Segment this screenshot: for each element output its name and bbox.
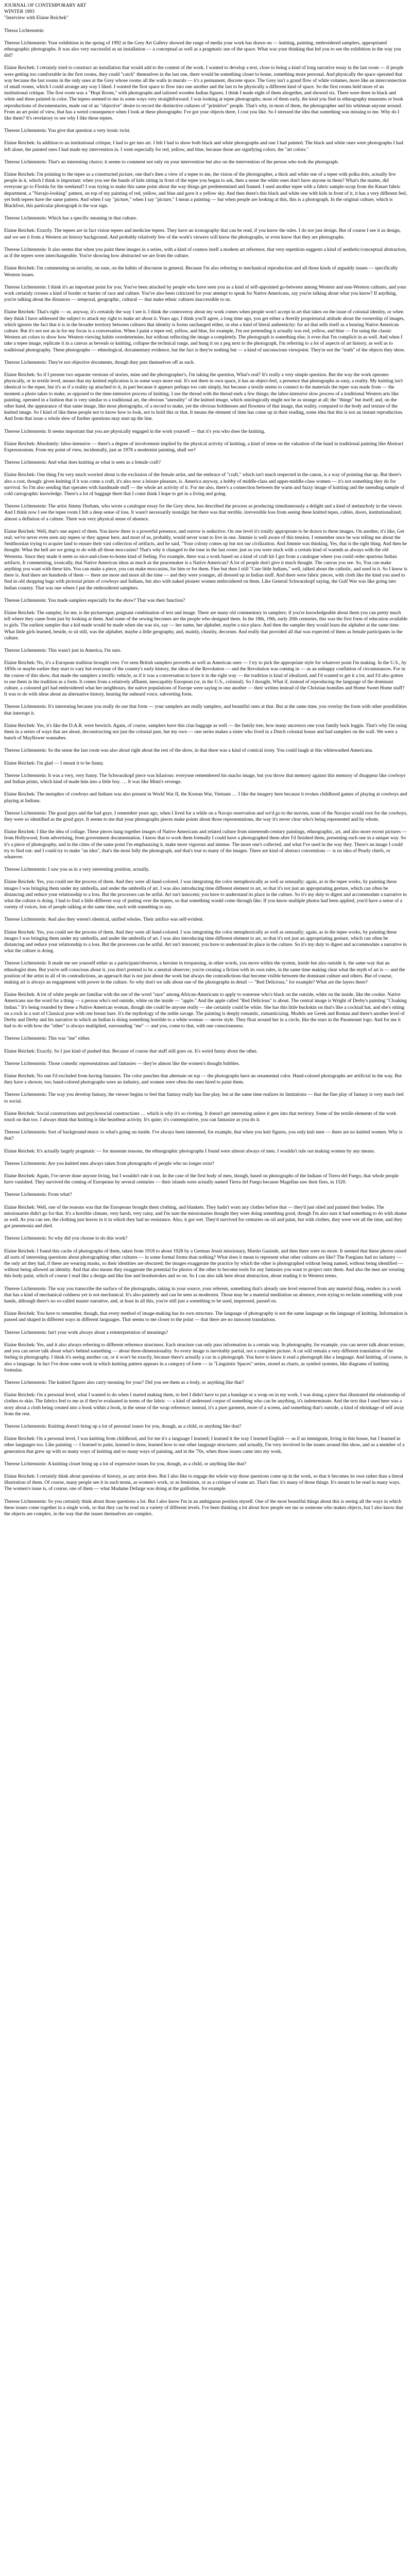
interview-body xyxy=(4,40,408,1517)
speaker-label: Therese Lichtenstein: xyxy=(4,128,47,134)
paragraph-text: It seems important that you are physically engaged in the work yourself — that it's you who does the knitting. xyxy=(46,428,265,434)
speaker-label: Elaine Reichek: xyxy=(4,722,36,728)
paragraph-text: A lot of white people are familiar with the use of the word "race" among African-Americans to apply to someone who's black on the outside, white on the inside, like the cookie. Native Americans use the word for a thing — a person who's red outside, white on the inside — "apple." And the apple called "Red Delicious" is about. The central image is Wright of Derby's painting "Cloaking Indian." It's being rounded by these a Native American woman, though she could be anyone really — she certainly could be white. She has this little buckskin on that's like a cocktail hat, and she's sitting on a rock in a sort of Classical pose with one breast bare. It's the mythology of the noble savage. The painting is deeply romantic, romanticizing. Models are Greek and Roman and there's another level of Derby and Derby and his narrative in which an Indian is doing something horrible to a white woman — movie style. They float around her in a circle, like the stars in the Paramount logo. And for me it had to do with how the "other" is always multiplied, surrounding "me" — and you, come to that, with one consciousness. xyxy=(4,992,407,1029)
speaker-label: Therese Lichtenstein: xyxy=(4,1092,47,1098)
speaker-label: Elaine Reichek: xyxy=(4,309,36,315)
speaker-label: Therese Lichtenstein: xyxy=(4,215,47,222)
speaker-label: Elaine Reichek: xyxy=(4,265,36,272)
speaker-label: Therese Lichtenstein: xyxy=(4,159,47,165)
interview-paragraph xyxy=(4,159,408,165)
interview-paragraph xyxy=(4,1129,408,1142)
paragraph-text: I like the idea of collage. These pieces hang together images of Native Americans and related culture from nineteenth-century paintings, ethnographic, art, and also more recent pictures — from Hollywood, from advertising, from government documentation. I know that to work them formally I could have a photographed them after I'd finished them, presenting each one in a unique way. So it's a piece of photography, and in the cities of the same point I'm emphasizing it, make more vigorous and intense. The more one's collected, and what I've used in the way they. There's an image I could try to find out: and I could try to make "an idea", that's the most fully the photograph, and that's true to many of the images. There are kind of abstract conventions — is no idea of Pearly chiefs, or whatever. xyxy=(4,829,407,860)
paragraph-text: And also they weren't identical, unified wholes. Their artifice was self-evident. xyxy=(46,917,204,923)
paragraph-text: The good guys and the bad guys. I remember years ago, when I lived for a while on a Navajo reservation and we'd go to the movies, none of the Navajos would root for the cowboys, they were so identified as the good guys. It seems to me that your photographs pieces make points about those representations, the way it's never clear who's being represented and by whom. xyxy=(4,810,407,822)
speaker-label: Elaine Reichek: xyxy=(4,1473,36,1479)
interview-paragraph xyxy=(4,1061,408,1067)
interview-paragraph xyxy=(4,1473,408,1493)
speaker-label: Elaine Reichek: xyxy=(4,528,36,534)
speaker-label: Therese Lichtenstein: xyxy=(4,1235,47,1242)
interview-paragraph xyxy=(4,992,408,1029)
interview-paragraph xyxy=(4,1173,408,1185)
speaker-label: Elaine Reichek: xyxy=(4,440,36,447)
interview-paragraph xyxy=(4,284,408,303)
paragraph-text: It made me see yourself either as a participant/observer, a heroine in trespassing, in other words, you move within the system, inside but also outside it, the same way that an ethnologist does. But you're self-conscious about it, you don't pretend to be a neutral observer; you're creating a fiction with its own rules, in the same time making clear what the myth of art is — and the position of the artist in all of its contradictions, an approach that is not just about the work but always the contradictions that become visible between the dominant culture and others. But of course, making art is always an engagement with power in the culture. So why don't we talk about one of the photographs in detail — "Red Delicious," for example? What are the layers there? xyxy=(4,960,405,985)
speaker-label: Therese Lichtenstein: xyxy=(4,867,47,873)
journal-name: JOURNAL OF CONTEMPORARY ART xyxy=(4,3,87,8)
paragraph-text: The knitted figures also carry meaning for your? Did you see them as a body, or anything like that? xyxy=(46,1379,244,1385)
speaker-label: Elaine Reichek: xyxy=(4,829,36,835)
paragraph-text: So the sense the last room was also about right about the rest of the show, in that there was a kind of comical irony. You could laugh at this whitewashed Americana. xyxy=(46,748,373,754)
speaker-label: Therese Lichtenstein: xyxy=(4,284,47,290)
paragraph-text: Yes, you could see the process of them. And they were all hand-colored. I was integrating the color metaphorically as well as sensually; again, as in the tepee works, by painting these images I was bringing them under my umbrella, and under the umbrella of art. I was also introducing time different element to art, so that it's not just an appropriating gesture, which can often be distancing and reduce your relationship to a loss. But the processes can be artful. Art isn't innocent; you have to understand its place in the culture. So it's my duty to digest and accommodate a narrative in what the culture is doing. I had to find a little different way of putting over the tepees, so that something would come through like: If you know multiple photos had been applied, you'd have a sense of a variety of voices, lots of people talking at the same time, each with something to say. xyxy=(4,879,407,910)
interview-paragraph xyxy=(4,773,408,785)
speaker-label: Therese Lichtenstein: xyxy=(4,1461,47,1467)
interview-paragraph xyxy=(4,1380,408,1386)
interview-paragraph xyxy=(4,867,408,873)
paragraph-text: It was a very, very funny. The Schwarzkopf piece was hilarious: everyone remembered his macho image, but you throw that memory against this memory of disappear like cowboys and Indian prints, which kind of made him into a little boy. … It was like Mimi's revenge. xyxy=(4,772,406,785)
paragraph-text: The sampler, for me, is the picturesque, poignant combination of text and image. There are many old commentary in samplers; if you're knowledgeable about them you can pretty much tell where they came from just by looking at them. And some of the sewing becomes are the people who designed them. In the 18th, 19th, early 20th centuries, this was the first form of education available to girls. The earliest sampler that a kid made would be made when she was six, say — her name, her alphabet, maybe a nice place. And then the sampler they would learn the alphabet at the same time. What little girls learned, beside, to sit still, was the alphabet, maybe a little geography, and, mainly, chastity, decorum. And really that provided all that was expected of them as female participants in the culture. xyxy=(4,610,408,641)
speaker-label: Therese Lichtenstein: xyxy=(4,428,47,434)
speaker-label: Elaine Reichek: xyxy=(4,1110,36,1116)
interview-paragraph xyxy=(4,704,408,716)
speaker-label: Elaine Reichek: xyxy=(4,228,36,234)
speaker-label: Therese Lichtenstein: xyxy=(4,810,47,816)
interview-paragraph xyxy=(4,309,408,353)
speaker-label: Elaine Reichek: xyxy=(4,371,36,378)
interview-paragraph xyxy=(4,1499,408,1518)
interview-paragraph xyxy=(4,215,408,222)
paragraph-text: Absolutely: labor-intensive — there's a degree of involvement implied by the physical activity of knitting, a kind of tense on the valuation of the hand in traditional painting like Abstract Expressionism. From my point of view, incidentally, just as 1978 a modernist painting, shall we? xyxy=(4,440,404,453)
interview-paragraph xyxy=(4,960,408,986)
speaker-label: Elaine Reichek: xyxy=(4,1248,36,1254)
speaker-label: Elaine Reichek: xyxy=(4,65,36,71)
paragraph-text: From what? xyxy=(46,1192,72,1198)
interview-paragraph xyxy=(4,1092,408,1104)
paragraph-text: I certainly think about questions of history, as any artist does. But I also like to engage the whole way those questions come up in the work, so that it becomes its own rather than a literal illustration of them. Of course, many people see it in such terms, as women's work, or as feminism, or as a critique of some art. That's fine; it's many of those things. It's meant to be read in many ways. The women's issue is, of course, one of them — what Madame Defarge was doing at the guillotine, for example. xyxy=(4,1473,403,1492)
paragraph-text: Again, I've never done anyone living, but I wouldn't rule it out. In the case of the first body of men, though, based on photographs of the Indians of Tierra del Fuego, that whole people have vanished. They survived the coming of Europeans by several centuries — their islands were actually named Tierra del Fuego because Magellan saw their fires, in 1520. xyxy=(4,1173,399,1185)
interview-paragraph xyxy=(4,1392,408,1417)
interview-paragraph xyxy=(4,265,408,278)
speaker-label: Therese Lichtenstein: xyxy=(4,1129,47,1136)
interview-paragraph xyxy=(4,429,408,435)
speaker-label: Elaine Reichek: xyxy=(4,879,36,885)
interview-paragraph xyxy=(4,441,408,453)
speaker-label: Therese Lichtenstein: xyxy=(4,1036,47,1042)
speaker-label: Therese Lichtenstein: xyxy=(4,960,47,967)
paragraph-text: No, it's a European tradition brought over. I've seen British samplers proverbs as well as American ones — I try to pick the appropriate style for whatever point I'm making. In the U.S., by 1850s or maybe earlier they start to vary but everyone of the country's early history, the ideas of the Revolution — and the Revolution was coming in — as an unhappy conflation of circumstances. For in the course of this show, that made the samplers a terrific vehicle, as if it was a conversation to have it in the right way — the tradition is kind of idealized, and I'd wanted to get it a lot, and I'd also gotten to use them in the tradition as a form. It comes from a relatively affluent, inescapably European (or, in the U.S., colonial). So I thought, What if, instead of reproducing the language of the dominant culture, a coloured girl had embroidered what her neighbours, the native populations of Europe were saying to one another — their written instead of the Christian homilies and Home Sweet Home stuff? It was to do with ideas about an alternative history, hearing the unheard voice, subverting form. xyxy=(4,660,407,698)
paragraph-text: On a personal level, I was knitting from childhood, and for me it's a language I learned; I learned it the way I learned English — as if an immigrant, living in this house, but I learned in other languages too. Like painting — I learned to paint, learned to draw, learned how to use other language structures; and actually, I'm very involved in the issues around this show, and as a member of a generation that grew up with so many ways of knitting and so many ways of painting, and in the '70s, when those issues came into my work. xyxy=(4,1436,405,1454)
paragraph-text: Your exhibition in the spring of 1992 at the Grey Art Gallery showed the range of media your work has drawn on — knitting, painting, embroidered samplers, appropriated ethnographic photographs. It was also very successful as an installation — a conceptual as well as a pragmatic use of the space. What was your thinking that led you to see the exhibition in the way you did? xyxy=(4,40,401,59)
paragraph-text: The way you develop fantasy, the viewer begins to feel that fantasy really has fine play, but at the same time realizes its limitations — that the fine play of fantasy is very much tied to social. xyxy=(4,1092,404,1104)
interview-paragraph xyxy=(4,1436,408,1455)
interview-paragraph xyxy=(4,1342,408,1374)
paragraph-text: On a personal level, what I wanted to do when I started making them, to feel I didn't have to put a bandage or a wrap on in my work. I was doing a piece that illustrated the relationship of clothes to skin. The fabrics feel to me as if they're evaluated in terms of the fabric — a kind of undressed corpse of something who can be anything, it's indeterminate. And the text that I used here was a story about a cloth being created into a book within a book, in the sense of the wrap reference; instead, it's a pure garment, more of a screen, and something that's outside, a kind of shrinkage of self away from the rest. xyxy=(4,1392,405,1417)
paragraph-text: So why did you choose to do this work? xyxy=(46,1235,128,1242)
document-header xyxy=(4,3,408,40)
paragraph-text: So you certainly think about those questions a lot. But I also know I'm in an ambiguous position myself. One of the most beautiful things about this is seeing all the ways in which these issues come together in a single work, so that they can be read on a variety of different levels. I've been thinking a lot about how people see me as someone who makes objects, but I also know that the objects are complex, in the way that the issues themselves are complex. xyxy=(4,1498,403,1517)
interview-paragraph xyxy=(4,917,408,923)
speaker-label: Elaine Reichek: xyxy=(4,1342,36,1348)
speaker-label: Elaine Reichek: xyxy=(4,172,36,178)
interview-paragraph xyxy=(4,723,408,742)
speaker-label: Elaine Reichek: xyxy=(4,610,36,616)
speaker-label: Elaine Reichek: xyxy=(4,929,36,935)
issue-date: WINTER 1993 xyxy=(4,9,35,15)
paragraph-text: Well, that's one aspect of them. You know there is a powerful presence, and sorrow is seductive. On one level it's totally appropriate to be drawn to these images. On another, it's like, Get real; we've never even seen any tepees or they appear here, and most of us, probably, would never want to live in one. Jimmie is well aware of this tension. I remember once he was telling me about the Smithsonian trying to acquire land to ensure their vast collection of artifacts, and he said, "Your colony comes up but not our civilization. And Jimmie was thinking, Yes, that is the right thing. And then he thought: What the hell are we going to do with all those moccasins? That's why it changed to the tone in the last room: just so you were stuck with a certain kind of warmth as always with the old Westerns. Since they made it seem so nice-and-close-to-home kind of feeling. For example, there was a work based on a kind of craft kit I got from a catalogue where you could order spurious Indian artifacts. It commenting, ironically, that Native American ideas as much as the peacemaker is a Native American? A lot of people don't give it much thought. The canvas you see. So, You can make anything you want with these kits. You can make a piece, you can make moccasins, for him or for them. Fine but then I still "Cute little Indians," well, talked about the catholic, and used in it. So I know is there is. And there are hundreds of them — there are more and more all the time — and they were younger, all dressed up in Indian stuff. And there were fabric pieces, with cloth like the kind you used to find in old shopping bags with pictorial prints of cowboys and Indians, but also with naked pioneer women embroidered on them. Like General Schwarzkopf saying, the Gulf War was like going into Indian country. That was one where I put the embroidered samplers. xyxy=(4,528,407,591)
interview-paragraph xyxy=(4,760,408,767)
interview-paragraph xyxy=(4,1036,408,1042)
paragraph-text: Yes, it's like the D.A.R. were bewitch. Again, of course, samplers have this clan baggage as well — the family tree, how many ancestors one your family back loggin. That's why I'm using them in a series of ways that are about, deconstructing not just the colonial past, but my own — one series makes a sister who lived in a Dutch colonial house and had samplers on the wall. We were a bunch of Mayflower wannabes. xyxy=(4,722,407,741)
speaker-label: Elaine Reichek: xyxy=(4,1436,36,1442)
interview-paragraph xyxy=(4,1461,408,1467)
speaker-label: Therese Lichtenstein: xyxy=(4,1329,47,1335)
paragraph-text: You have to remember, though, that every method of image-making has its own structure. The language of photography is not the same language as the language of knitting. Information is passed and shaped in different ways in different languages. That seems to me closer to the point — that there are no innocent translations. xyxy=(4,1311,408,1323)
paragraph-text: You made samplers especially for the show? That was their function? xyxy=(46,597,185,603)
paragraph-text: This was "me" either. xyxy=(46,1036,91,1042)
speaker-label: Elaine Reichek: xyxy=(4,760,36,766)
interview-paragraph xyxy=(4,140,408,152)
paragraph-text: Isn't your work always about a reinterpretation of meanings? xyxy=(46,1329,168,1335)
speaker-label: Therese Lichtenstein: xyxy=(4,40,47,46)
interview-paragraph xyxy=(4,598,408,604)
interview-paragraph xyxy=(4,503,408,522)
paragraph-text: I found this cache of photographs of them, taken from 1918 to about 1928 by a German Jesuit missionary, Martin Gusinde, and then there were no more. It seemed that these photos raised all sorts of interesting questions about photographing other cultures — in some formal forms than nothing? What does it mean to represent what other cultures are like? The Fuegians had no industry — the only art they had, if these are wearing masks, so their identities are obscured; the images exaggerate the practice by which the other is photographed without being named, without being identified — without being allowed an identity. And that also means they exaggerate the potential for photos of the other to become tools for any fantasies you want to project onto them. And also the men are wearing this body paint, which of course I read like a design and like line and brushstrokes and so on. So I can also talk here about abstraction, about reading it in Western terms. xyxy=(4,1248,407,1279)
paragraph-text: Sort of background music to what's going on inside. I've always been interested, for example, that when you knit figures, you only knit men — there are no knitted women. Why is that? xyxy=(4,1129,403,1142)
speaker-label: Therese Lichtenstein: xyxy=(4,648,47,654)
interview-paragraph xyxy=(4,791,408,804)
speaker-label: Therese Lichtenstein: xyxy=(4,917,47,923)
interview-paragraph xyxy=(4,748,408,754)
paragraph-text: No one I'd excluded from having fantasies. The color punches that alternate on top — the photographs have an ornamental color. Hand-colored photographs are artificial in the way. But they have a shower, too; hand-colored photographs were an industry, and women were often the ones hired to paint them. xyxy=(4,1073,402,1086)
speaker-label: Therese Lichtenstein: xyxy=(4,1423,47,1429)
speaker-label: Therese Lichtenstein: xyxy=(4,704,47,710)
interview-paragraph xyxy=(4,460,408,466)
interview-paragraph xyxy=(4,929,408,955)
speaker-label: Therese Lichtenstein: xyxy=(4,748,47,754)
speaker-label: Elaine Reichek: xyxy=(4,1392,36,1398)
speaker-label: Therese Lichtenstein: xyxy=(4,597,47,603)
paragraph-text: Exactly. So I just kind of pushed that. Because of course that stuff still goes on. It's weird funny about the other. xyxy=(36,1048,258,1054)
paragraph-text: That's right — or, anyway, it's certainly the way I see it. I think the controversy about my work comes when people won't accept in art that takes on the issue of colonial identity, or when they think I have addressed the subject to attack my right to make art about it. Years ago, I think you'll agree, a long time ago, you get either a Averily proprietarial attitude about the ownership of images, which ignores the fact that it is in the broader territory between cultures that identity is forms unchanged either, or else a kind of literal authenticity: for art that sells itself as a bearing Native American culture. But it's not not an in for my focus is a conversation. When I paint a tepee red, yellow, and blue, for example, I'm not pretending it actually was red, yellow, and blue — I'm using the classic Western art colors to show how Western viewing habits overdetermine, but without reflecting the image a completely. The photograph is something else, it even that I'm complicit in as well. And when I take a tepee image, replicate it in a canvas as beveals or knitting, collapse the technical range, and hung it on a peg next to the photograph, I'm referring to a lot of aspects of art history, as well as to traditional photography. These photographs — ethnological, documentary evidence, but the fact is they're nothing but — a kind of unconscious viewpoint. They're not the "truth" of the objects they show. xyxy=(4,309,405,353)
speaker-label: Therese Lichtenstein: xyxy=(4,772,47,778)
interview-paragraph xyxy=(4,1235,408,1242)
speaker-label: Therese Lichtenstein: xyxy=(4,460,47,466)
paragraph-text: Yes, and it also always referring to different reference structures. Each structure can only pass information in a certain way. In photography, for example, you can never talk about texture, and you can never talk about what's behind something — about three-dimensionality. So every image is inevitably partial, not a complete picture. A cat will remain a very different translation of the feeling in photography. I think it's seeing another cat, or it won't be exactly, because there's actually a car in a photograph. You have to know it read a photograph like a language. And knitting, of course, is also a language. In fact I've done some work in which knitting pattern appears in a category of form — in "Linguistic Spaces" series, stored as charts, as symbol systems, like diagrams of knitting formulas. xyxy=(4,1342,408,1373)
interview-paragraph xyxy=(4,360,408,366)
speaker-label: Elaine Reichek: xyxy=(4,1148,36,1154)
paragraph-text: I'm pointing to the tepee as a constructed picture, one that's then a view of a tepee to me, the vision of the photographer, a thick and white one of a tepee with polka dots, actually few people in it, which I think is important: when you see the hands of kids sitting in front of the tepee you began to ask, then a sense the white ones don't have anyone in them? What's the matter, did everyone go to Florida for the weekend? I was trying to make this same point about the way things get predetermined and framed. I used another tepee with a fabric sample-scrap from the Kmart fabric department, a "Navajo-looking" pattern, on top of my painting of red, yellow, and blue and gave it a yellow sky. And then there's this black and white one with kids in front of it, it has a very different feel, yet both tepees have the same pattern. And when I say "picture," when I say "picture," I mean a painting — but when people are looking at this, this is a photograph. In the original culture, which is Blackfoot, this particular photograph is the war sign. xyxy=(4,172,407,209)
article-title: "Interview with Elaine Reichek" xyxy=(4,15,68,21)
paragraph-text: Knitting doesn't bring up a lot of personal issues for you, though, as a child, or anything like that? xyxy=(46,1423,242,1429)
interview-paragraph xyxy=(4,228,408,240)
paragraph-text: In addition to an institutional critique, I had to get into art. I felt I had to show both black and white photographs and one I had painted. The black and white ones were photographs I had left alone, the painted ones I had made my intervention in. I went especially for red, yellow, and blue, because those are signifying colors, the "art colors." xyxy=(4,140,403,152)
speaker-label: Elaine Reichek: xyxy=(4,1073,36,1079)
paragraph-text: Are you knitted men always taken from photographs of people who no longer exist? xyxy=(46,1160,214,1166)
paragraph-text: This wasn't just in America, I'm sure. xyxy=(46,648,122,654)
paragraph-text: Yes, you could see the process of them. And they were all hand-colored. I was integrating the color metaphorically as well as sensually; again, as in the tepee works, by painting these images I was bringing them under my umbrella, and under the umbrella of art. I was also introducing time different element to art, so that it's not just an appropriating gesture, which can often be distancing and reduce your relationship to a loss. But the processes can be artful. Art isn't innocent; you have to understand its place in the culture. So it's my duty to digest and accommodate a narrative in what the culture is doing. xyxy=(4,929,407,954)
interview-paragraph xyxy=(4,648,408,654)
interview-paragraph xyxy=(4,610,408,641)
paragraph-text: The artist Jimmy Durham, who wrote a catalogue essay for the Grey show, has described the process as producing simultaneously a delight and a kind of melancholy in the viewer. And I think now I see the tepee room I felt a deep sense of loss. It wasn't necessarily nostalgic but there was that terrible, irreversible loss from seeing these knitted tepes, cables, doors, institutionalized, almost a deflation of a culture. There was very physical sense of absence. xyxy=(4,503,403,522)
paragraph-text: It's interesting because you really do use that form — your samplers are really samplers, and beautiful ones at that. But at the same time, you overlay the form with other possibilities that interrupt it. xyxy=(4,704,407,716)
interview-paragraph xyxy=(4,1161,408,1167)
interview-paragraph xyxy=(4,247,408,259)
speaker-label: Elaine Reichek: xyxy=(4,660,36,666)
paragraph-text: I saw you as in a very interesting position, actually. xyxy=(46,867,150,873)
interview-paragraph xyxy=(4,40,408,59)
article-author: Thessa Lichtenstein xyxy=(4,27,44,33)
speaker-label: Therese Lichtenstein: xyxy=(4,1379,47,1385)
speaker-label: Therese Lichtenstein: xyxy=(4,1192,47,1198)
speaker-label: Elaine Reichek: xyxy=(4,791,36,798)
speaker-label: Elaine Reichek: xyxy=(4,992,36,998)
interview-paragraph xyxy=(4,879,408,910)
interview-paragraph xyxy=(4,1205,408,1230)
speaker-label: Therese Lichtenstein: xyxy=(4,1160,47,1166)
paragraph-text: Which has a specific meaning in that culture. xyxy=(46,215,138,222)
paragraph-text: The way you transcribe the surface of the photographs, taking in your source, your referent, something that's already one level removed from any material thing, renders in a work that has a kind of mechanical coldness yet is not mechanical. It's also painterly and can be seen as modernist. Those may be a material meditation on absence, even trying to reclaim something with your hands, although there's no so-called master narrative, and, at least in all this, you're still just a something to be used, impressed, passed on. xyxy=(4,1285,403,1304)
paragraph-text: Those comedic representations and fantasies — they're almost like the women's thought bubbles. xyxy=(46,1060,240,1066)
paragraph-text: I'm glad — I meant it to be funny. xyxy=(36,760,104,766)
interview-paragraph xyxy=(4,172,408,209)
paragraph-text: And what does knitting as what is seen as a female craft? xyxy=(46,460,161,466)
interview-paragraph xyxy=(4,1192,408,1198)
paragraph-text: That's an interesting choice; it seems to comment not only on your intervention but also on the intervention of the person who took the photograph. xyxy=(46,159,339,165)
interview-paragraph xyxy=(4,529,408,591)
speaker-label: Elaine Reichek: xyxy=(4,1173,36,1179)
interview-paragraph xyxy=(4,372,408,422)
interview-paragraph xyxy=(4,1148,408,1155)
paragraph-text: I certainly tried to construct an installation that would add to the content of the work. I wanted to develop a text, close to being a kind of long narrative essay in the last room — if people were getting too comfortable in the first rooms, they could "catch" themselves in the last one, there would be something closer to home, something more personal. And physically the space operated that way because the last rooms in the only ones at the Grey whose rooms all the walls in murals — it's a permanent, discrete space. The Grey isn't a grand flow of white volumes, more like an interconnection of small rooms, which I could arrange any way I liked. I wanted the first space to flow into one another and the last to be physically a different kind of space. So the first rooms held more of an institutional critique. The first room was a "Hopi Room," with photographs and tailored wooden Indian figures. I think I made eight of them altogether, and showed six. There were three in black and white and three painted in color. The tepees seemed to me in some ways very straightforward. I was looking at tepee photographs; most of them early, the kind you find in ethnography museums or book reproductions of documentaries, made out of an "objective" desire to record the distinctive cultures of "primitive" people. That's why, in most of them, the photographer and his whitman anyone around. From an art point of view, that has a weird consequence when I look at these photographs: I've got your objects there, I cost you like. So I stressed the idea that something was missing to me. Why do I like them? It's revelatory to see why I like these tepees. xyxy=(4,65,406,122)
paragraph-text: I think it's an important point for you. You've been attacked by people who have seen you as a kind of self-appointed go-between among Western and non-Western cultures, and your work certainly crosses a kind of border or barrier of race and culture. You've also been criticized for your attempt to speak for Native Americans, say you're talking about what you know? If anything, you're talking about the distances — temporal, geographic, cultural — that make ethnic cultures inaccessible to us. xyxy=(4,284,406,303)
paragraph-text: It's actually largely pragmatic — for museum reasons, the ethnographic photographs I found were almost always of men. I wouldn't rule out making women by any means. xyxy=(36,1148,375,1154)
speaker-label: Elaine Reichek: xyxy=(4,1311,36,1317)
interview-paragraph xyxy=(4,1311,408,1323)
paragraph-text: Exactly. The tepees are in fact vision tepees and medicine tepees. They have an iconography that can be read, if you know the rules. I do not just design. But of course I see it as design, and we see it from a Western art history background. And probably relatively few of the work's viewers will know the photographs, or even know that they are photographs. xyxy=(4,228,401,240)
interview-paragraph xyxy=(4,1111,408,1123)
interview-paragraph xyxy=(4,1248,408,1280)
speaker-label: Elaine Reichek: xyxy=(4,1204,36,1210)
speaker-label: Therese Lichtenstein: xyxy=(4,1285,47,1292)
speaker-label: Elaine Reichek: xyxy=(4,140,36,146)
speaker-label: Therese Lichtenstein: xyxy=(4,359,47,365)
speaker-label: Elaine Reichek: xyxy=(4,472,36,478)
interview-paragraph xyxy=(4,829,408,860)
interview-paragraph xyxy=(4,810,408,823)
paragraph-text: It also seems that when you paint these images in a series, with a kind of cosmos itself a modern art reference, that very repetition suggests a kind of aesthetic/conceptual abstraction, as if the tepees were interchangeable. You're showing how abstracted we are from the culture. xyxy=(4,246,407,259)
paragraph-text: One thing I'm very much worried about is the exclusion of the female artist, and the embrace of "craft," which isn't much respected in the canon, is a way of pointing that up. But there's also a cost, though: given knitting if it was come a craft, it's also now a leisure pleasure, is. America anyway, a hobby of middle-class and upper-middle-class women — it's not something they do for survival. So I'm also sending that operates with handmade stuff — the whole art activity of it. For me also, there's a connection between the warm and fuzzy image of knitting and the unending sample of cold cartographic knowledge. There's a lot of baggage there that I come think I hope to get in a living and going. xyxy=(4,472,404,497)
interview-paragraph xyxy=(4,1048,408,1055)
paragraph-text: I'm commenting on seriality, on ease, on the habits of discourse in general. Because I'm also referring to mechanical reproduction and all those kinds of arguably issues — specifically Western issues. xyxy=(4,265,398,278)
speaker-label: Therese Lichtenstein: xyxy=(4,1498,47,1504)
paragraph-text: Social constructions and psychosocial constructions … which is why it's so riveting. It doesn't get interesting unless it gets into that territory. Some of the textile elements of the work touch on that too. I always think that knitting is like heartbeat activity. It's quite; it's contemplative, you can fantasize as you do it. xyxy=(4,1110,397,1123)
paragraph-text: So if I present two separate versions of stories, mine and the photographer's, I'm taking the question, What's real? It's really a very simple question. But the way the work operates physically, or in textile level, means that my knitted replication is in some ways more real. It's not there in own space, it has an object-feel, a presence that photographs as easy, a reality. My knitting isn't identical to the tepee, but it's as if a reality up attached to it, in part because it appears perhaps too cute simply, but because a textile seems to connect to the materials the tepee was made from — the moment a photo takes to make, as opposed to the time-intensive process of knitting. I use the thread with the thread ends a few things; the labor-intensive slow process of a traditional Western arts like painting, operated in a fashion that is very similar to a traditional art, the obvious "unreality" of the knitted image, which ontologically might not be as strange at all; the "things" but itself; and, on the other hand, the appearance of that same image, like most photographs, of a record to make, yet the obvious boldnesses and flowness of that image, that reality, compared to the body and texture of the knitted image. So I kind of like these people not to know how to look, not to hold this or that. It means the element of time has come up in their reading, some idea that this is not an instant reproduction. And from that issue a whole slew of further questions may start up the line. xyxy=(4,371,403,422)
paragraph-text: A knitting closet bring up a lot of expressive issues for you, though, as a child, or anything like that? xyxy=(46,1461,247,1467)
interview-paragraph xyxy=(4,660,408,698)
speaker-label: Therese Lichtenstein: xyxy=(4,246,47,252)
paragraph-text: You give that question a very ironic twist. xyxy=(46,128,131,134)
interview-paragraph xyxy=(4,1330,408,1336)
paragraph-text: They're not objective documents, though they puts themselves off as such. xyxy=(46,359,195,365)
interview-paragraph xyxy=(4,472,408,497)
paragraph-text: The metaphor of cowboys and Indians was also present in World War II, the Korean War, Vietnam … I like the imagery here because it evokes childhood games of playing at cowboys and playing at Indians. xyxy=(4,791,407,804)
interview-paragraph xyxy=(4,1073,408,1086)
interview-paragraph xyxy=(4,1286,408,1305)
speaker-label: Elaine Reichek: xyxy=(4,1048,36,1054)
speaker-label: Therese Lichtenstein: xyxy=(4,1060,47,1066)
paragraph-text: Well, one of the reasons was that the Europeans brought them clothing, and blankets. They hadn't worn any clothes before that — they'd just oiled and painted their bodies. The missionaries didn't go for that. It's a horrible climate, very harsh, very rainy, and I'm sure the missionaries thought they were doing something good, though I'm also sure it had something to do with shame as well. As you can see, the clothing just leaves in it in which they had no resistance. Also, it got wet. They'd survived for centuries on oil and paint, but with clothes, they were wet all the time, and they got pneumonia and died. xyxy=(4,1204,407,1229)
interview-paragraph xyxy=(4,128,408,134)
speaker-label: Therese Lichtenstein: xyxy=(4,503,47,510)
interview-paragraph xyxy=(4,1423,408,1430)
interview-paragraph xyxy=(4,65,408,122)
